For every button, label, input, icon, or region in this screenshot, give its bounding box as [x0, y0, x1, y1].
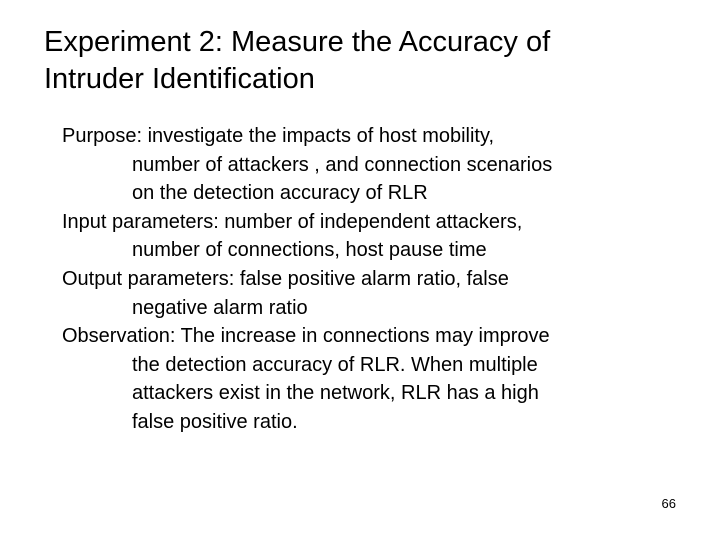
slide-body [62, 122, 702, 437]
slide-title [44, 24, 684, 98]
observation-line-2: the detection accuracy of RLR. When multiple [132, 353, 538, 376]
input-line-2: number of connections, host pause time [132, 239, 487, 262]
observation-line-1: Observation: The increase in connections may improve [62, 325, 550, 348]
paragraph-purpose [62, 122, 702, 208]
title-line-2: Intruder Identification [44, 63, 315, 95]
purpose-line-2: number of attackers , and connection scenarios [132, 153, 553, 176]
paragraph-output-parameters [62, 265, 702, 322]
input-line-1: Input parameters: number of independent attackers, [62, 210, 523, 233]
paragraph-observation [62, 322, 702, 436]
observation-line-4: false positive ratio. [132, 410, 298, 433]
output-line-2: negative alarm ratio [132, 296, 308, 319]
paragraph-input-parameters [62, 208, 702, 265]
output-line-1: Output parameters: false positive alarm ratio, false [62, 267, 509, 290]
title-line-1: Experiment 2: Measure the Accuracy of [44, 26, 551, 58]
page-number: 66 [661, 496, 676, 511]
observation-line-3: attackers exist in the network, RLR has a high [132, 382, 539, 405]
purpose-line-1: Purpose: investigate the impacts of host mobility, [62, 125, 495, 147]
purpose-line-3: on the detection accuracy of RLR [132, 182, 428, 205]
